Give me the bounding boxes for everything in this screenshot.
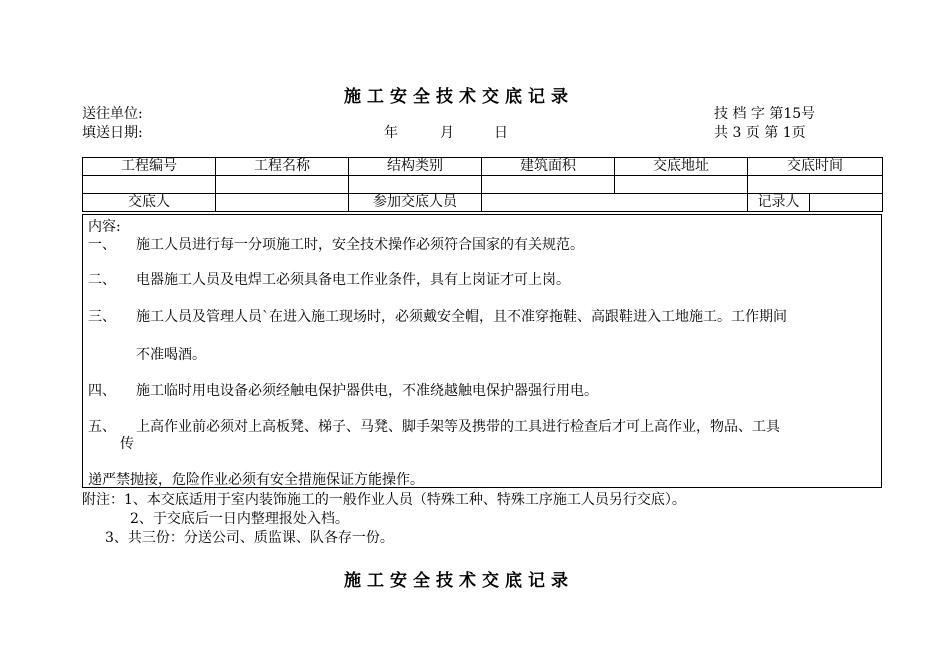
item-number: 二、 xyxy=(88,272,116,288)
col-project-no: 工程编号 xyxy=(83,158,216,176)
col-structure-type: 结构类别 xyxy=(349,158,482,176)
table-row xyxy=(83,194,883,212)
info-table xyxy=(82,157,883,212)
item-number: 一、 xyxy=(88,237,116,253)
cell-time[interactable] xyxy=(748,176,883,194)
send-unit-label: 送往单位: xyxy=(82,106,143,122)
list-item xyxy=(88,380,598,400)
item-text: 电器施工人员及电焊工必须具备电工作业条件，具有上岗证才可上岗。 xyxy=(136,272,570,288)
presenter-label: 交底人 xyxy=(83,194,216,212)
list-item xyxy=(88,306,787,326)
cell-building-area[interactable] xyxy=(482,176,615,194)
doc-number: 技 档 字 第15号 xyxy=(714,106,816,122)
table-header-row xyxy=(83,158,883,176)
col-time: 交底时间 xyxy=(748,158,883,176)
participants-label: 参加交底人员 xyxy=(349,194,482,212)
cell-recorder[interactable] xyxy=(810,194,883,212)
list-item xyxy=(88,269,570,289)
item-continuation: 不准喝酒。 xyxy=(136,347,206,363)
year-label: 年 xyxy=(384,125,398,141)
cell-project-name[interactable] xyxy=(216,176,349,194)
cell-project-no[interactable] xyxy=(83,176,216,194)
note-1: 附注：1、本交底适用于室内装饰施工的一般作业人员（特殊工种、特殊工序施工人员另行交底）。 xyxy=(82,492,686,508)
cell-structure-type[interactable] xyxy=(349,176,482,194)
item-text: 上高作业前必须对上高板凳、梯子、马凳、脚手架等及携带的工具进行检查后才可上高作业，物品、工具 xyxy=(136,419,780,435)
recorder-label: 记录人 xyxy=(748,194,810,212)
item-continuation: 递严禁抛接，危险作业必须有安全措施保证方能操作。 xyxy=(88,472,424,488)
item-number: 四、 xyxy=(88,383,116,399)
content-box xyxy=(82,214,882,488)
item-text: 施工人员进行每一分项施工时，安全技术操作必须符合国家的有关规范。 xyxy=(136,237,584,253)
col-project-name: 工程名称 xyxy=(216,158,349,176)
list-item xyxy=(88,416,780,436)
item-number: 五、 xyxy=(88,419,116,435)
month-label: 月 xyxy=(440,125,454,141)
page-count: 共 3 页 第 1页 xyxy=(714,125,806,141)
note-2: 2、于交底后一日内整理报处入档。 xyxy=(130,511,349,527)
note-3: 3、共三份：分送公司、质监课、队各存一份。 xyxy=(105,530,394,546)
item-text: 施工临时用电设备必须经触电保护器供电，不准绕越触电保护器强行用电。 xyxy=(136,383,598,399)
col-building-area: 建筑面积 xyxy=(482,158,615,176)
col-address: 交底地址 xyxy=(615,158,748,176)
item-continuation: 传 xyxy=(120,436,134,452)
item-text: 施工人员及管理人员`在进入施工现场时，必须戴安全帽，且不准穿拖鞋、高跟鞋进入工地施工。工作期间 xyxy=(136,309,787,325)
fill-date-label: 填送日期: xyxy=(82,125,143,141)
footer-title: 施工安全技术交底记录 xyxy=(344,571,574,591)
item-number: 三、 xyxy=(88,309,116,325)
table-row xyxy=(83,176,883,194)
day-label: 日 xyxy=(494,125,508,141)
cell-presenter[interactable] xyxy=(216,194,349,212)
cell-address[interactable] xyxy=(615,176,748,194)
page-title: 施工安全技术交底记录 xyxy=(344,87,574,107)
cell-participants[interactable] xyxy=(482,194,748,212)
content-label: 内容: xyxy=(88,219,121,235)
list-item xyxy=(88,234,584,254)
